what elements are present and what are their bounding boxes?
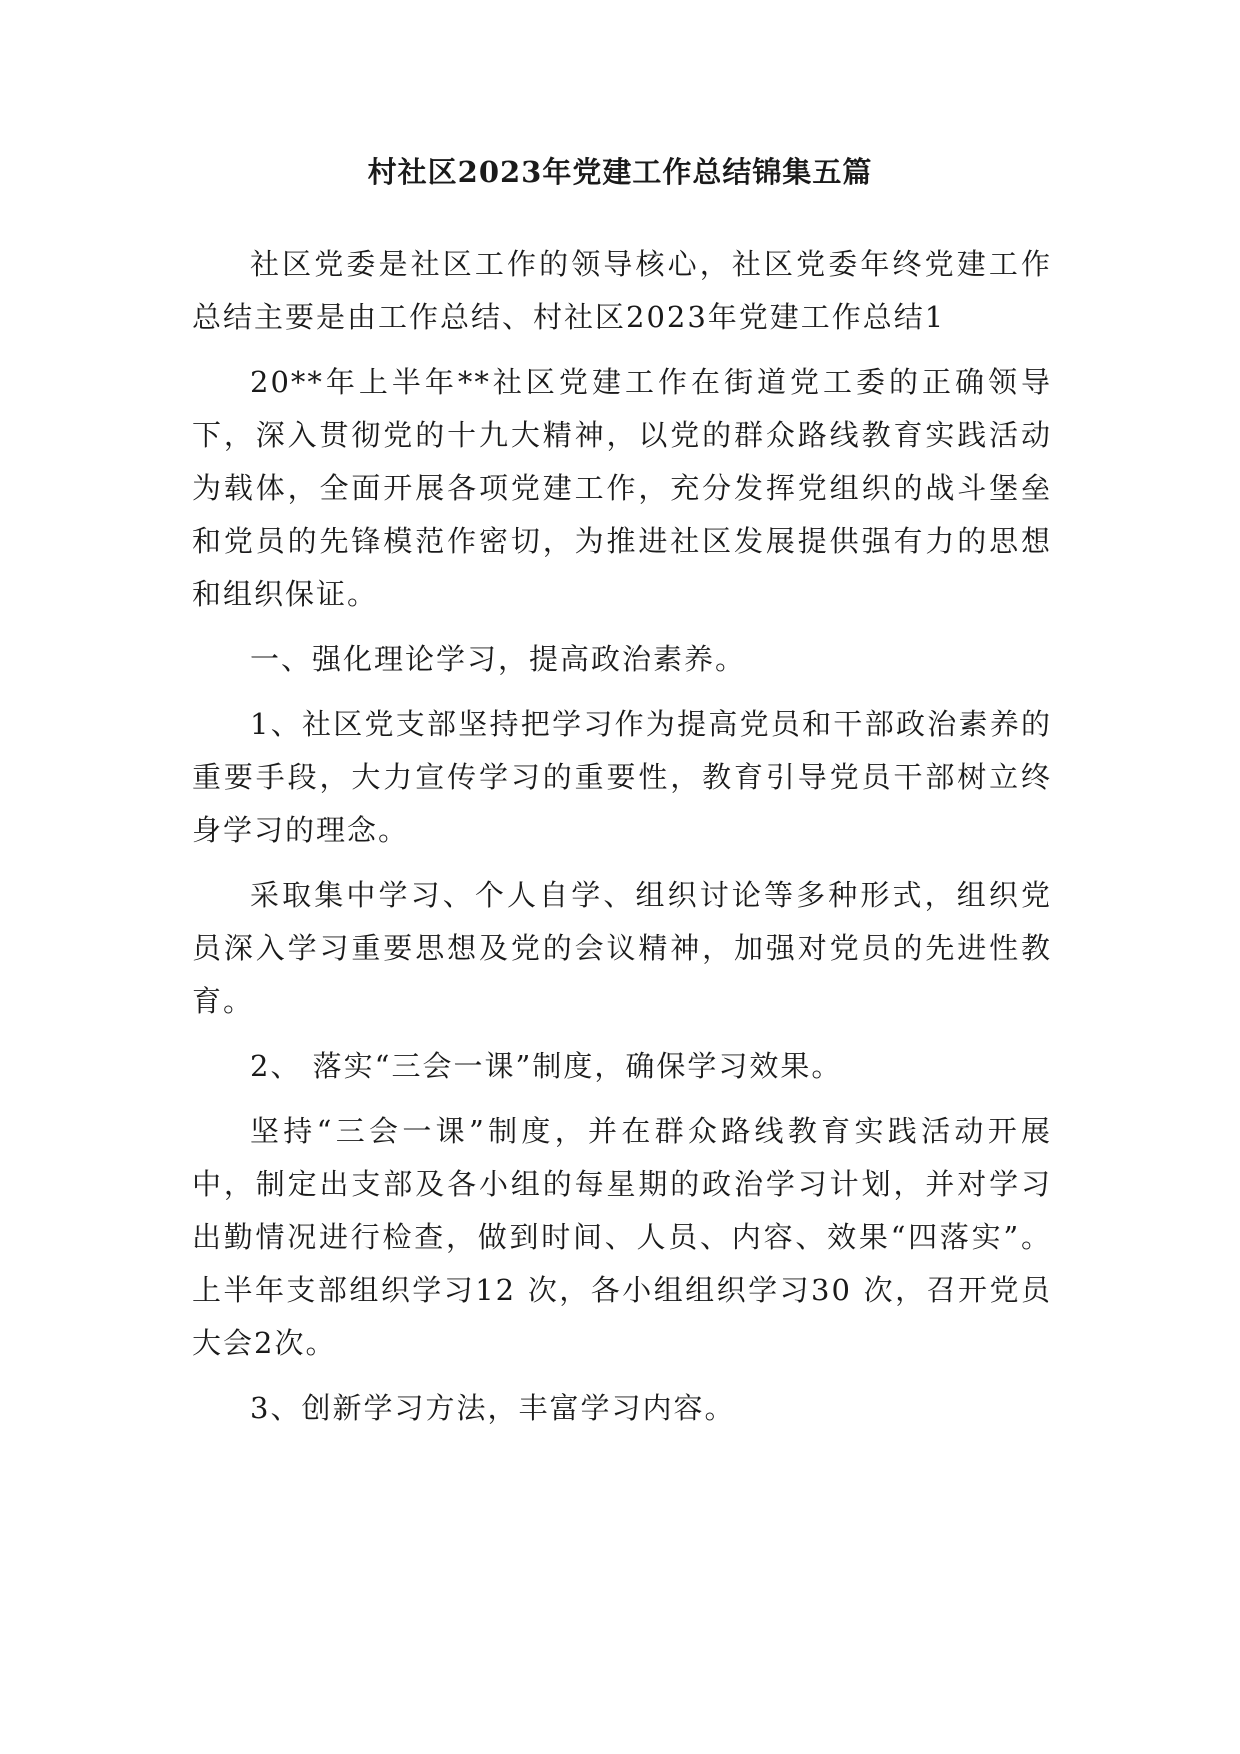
paragraph-item-3: 3、创新学习方法，丰富学习内容。 [250,1391,736,1425]
paragraph-three-meetings: 坚持“三会一课”制度，并在群众路线教育实践活动开展中，制定出支部及各小组的每星期的政治学习计划，并对学习出勤情况进行检查，做到时间、人员、内容、效果“四落实”。上半年支部组织学习12 次，各小组组织学习30 次，召开党员大会2次。 [192,1114,1052,1360]
paragraph-item-1: 1、社区党支部坚持把学习作为提高党员和干部政治素养的重要手段，大力宣传学习的重要性，教育引导党员干部树立终身学习的理念。 [192,707,1052,847]
paragraph-study-forms: 采取集中学习、个人自学、组织讨论等多种形式，组织党员深入学习重要思想及党的会议精神，加强对党员的先进性教育。 [192,878,1052,1018]
paragraph-item-2: 2、 落实“三会一课”制度，确保学习效果。 [250,1049,843,1083]
paragraph-intro: 社区党委是社区工作的领导核心，社区党委年终党建工作总结主要是由工作总结、村社区2023年党建工作总结1 [192,247,1052,334]
paragraph-overview: 20**年上半年**社区党建工作在街道党工委的正确领导下，深入贯彻党的十九大精神，以党的群众路线教育实践活动为载体，全面开展各项党建工作，充分发挥党组织的战斗堡垒和党员的先锋模范作密切，为推进社区发展提供强有力的思想和组织保证。 [192,365,1052,611]
section-heading-1: 一、强化理论学习，提高政治素养。 [250,642,747,676]
document-title: 村社区2023年党建工作总结锦集五篇 [367,155,873,189]
document-body [192,238,1052,1447]
